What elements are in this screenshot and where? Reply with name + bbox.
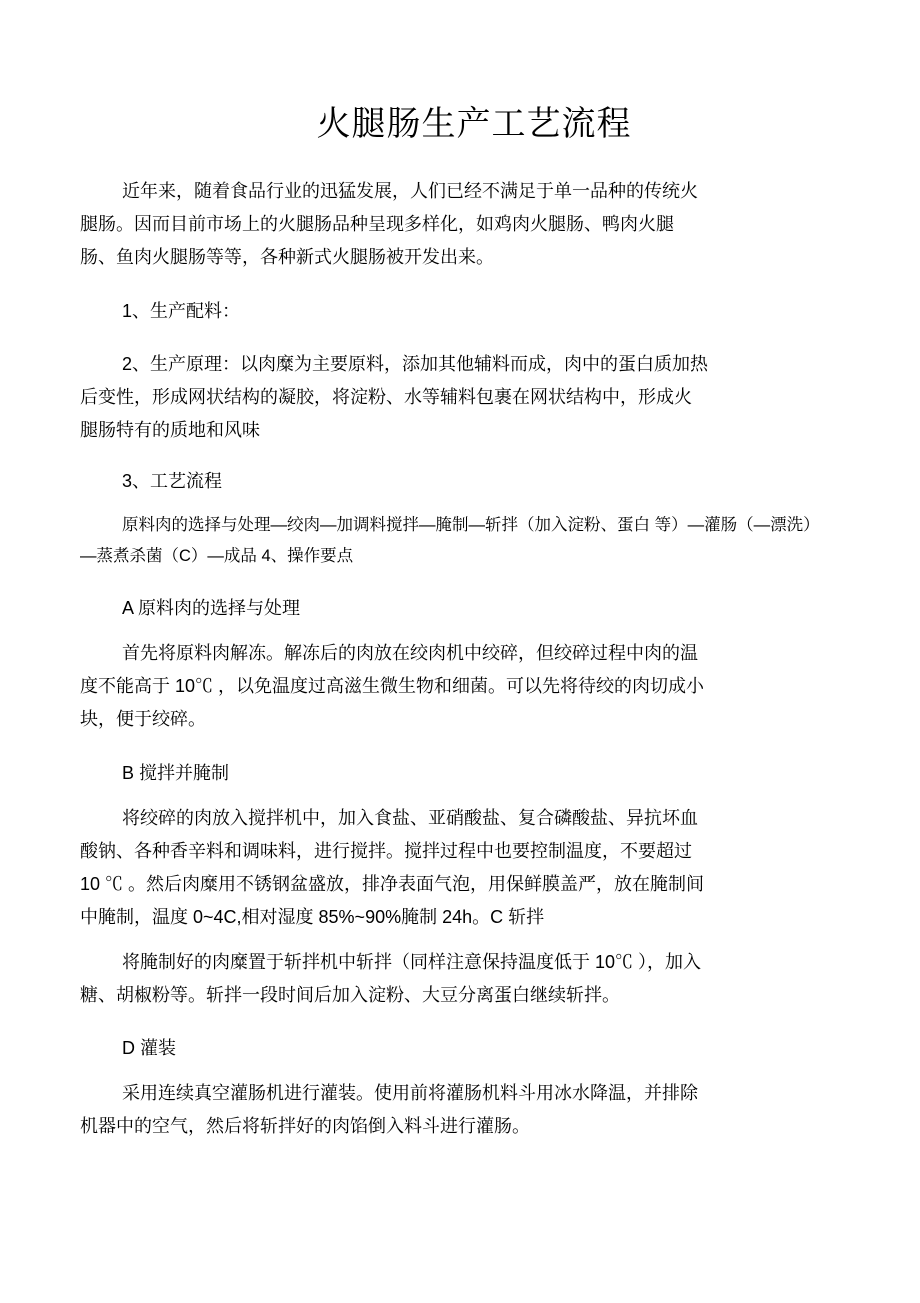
text-line: 首先将原料肉解冻。解冻后的肉放在绞肉机中绞碎，但绞碎过程中肉的温: [122, 643, 698, 663]
text-line: 糖、胡椒粉等。斩拌一段时间后加入淀粉、大豆分离蛋白继续斩拌。: [80, 985, 620, 1005]
text-line: 将绞碎的肉放入搅拌机中，加入食盐、亚硝酸盐、复合磷酸盐、异抗坏血: [122, 808, 698, 828]
paragraph-principle: [80, 348, 850, 447]
text-line: 块，便于绞碎。: [80, 709, 206, 729]
process-flow-paragraph: [80, 510, 850, 572]
paragraph-filling: [80, 1077, 850, 1143]
text-line: 肠、鱼肉火腿肠等等，各种新式火腿肠被开发出来。: [80, 247, 494, 267]
text-line: 2、生产原理：以肉糜为主要原料，添加其他辅料而成，肉中的蛋白质加热: [122, 354, 709, 374]
heading-section-a: A 原料肉的选择与处理: [122, 598, 301, 618]
heading-section-b: B 搅拌并腌制: [122, 763, 230, 783]
text-line: 近年来，随着食品行业的迅猛发展，人们已经不满足于单一品种的传统火: [122, 181, 698, 201]
text-line: 腿肠特有的质地和风味: [80, 420, 260, 440]
text-line: 中腌制，温度 0~4C,相对湿度 85%~90%腌制 24h。C 斩拌: [80, 907, 545, 927]
text-line: 将腌制好的肉糜置于斩拌机中斩拌（同样注意保持温度低于 10℃ ），加入: [122, 952, 702, 972]
heading-ingredients: 1、生产配料：: [122, 301, 241, 321]
text-line: 原料肉的选择与处理—绞肉—加调料搅拌—腌制—斩拌（加入淀粉、蛋白 等）—灌肠（—漂洗）: [122, 516, 820, 534]
text-line: 采用连续真空灌肠机进行灌装。使用前将灌肠机料斗用冰水降温，并排除: [122, 1083, 698, 1103]
text-line: —蒸煮杀菌（C）—成品 4、操作要点: [80, 547, 354, 565]
intro-paragraph: [80, 175, 850, 274]
text-line: 酸钠、各种香辛料和调味料，进行搅拌。搅拌过程中也要控制温度，不要超过: [80, 841, 692, 861]
text-line: 机器中的空气，然后将斩拌好的肉馅倒入料斗进行灌肠。: [80, 1116, 530, 1136]
paragraph-raw-material: [80, 637, 850, 736]
paragraph-mixing-curing: [80, 802, 850, 934]
heading-section-d: D 灌装: [122, 1038, 176, 1058]
text-line: 腿肠。因而目前市场上的火腿肠品种呈现多样化，如鸡肉火腿肠、鸭肉火腿: [80, 214, 674, 234]
text-line: 后变性，形成网状结构的凝胶，将淀粉、水等辅料包裹在网状结构中，形成火: [80, 387, 692, 407]
paragraph-chopping: [80, 946, 850, 1012]
text-line: 10 ℃ 。然后肉糜用不锈钢盆盛放，排净表面气泡，用保鲜膜盖严，放在腌制间: [80, 874, 705, 894]
document-title: 火腿肠生产工艺流程: [316, 105, 632, 143]
text-line: 度不能高于 10℃ ，以免温度过高滋生微生物和细菌。可以先将待绞的肉切成小: [80, 676, 705, 696]
heading-process-flow: 3、工艺流程: [122, 471, 223, 491]
